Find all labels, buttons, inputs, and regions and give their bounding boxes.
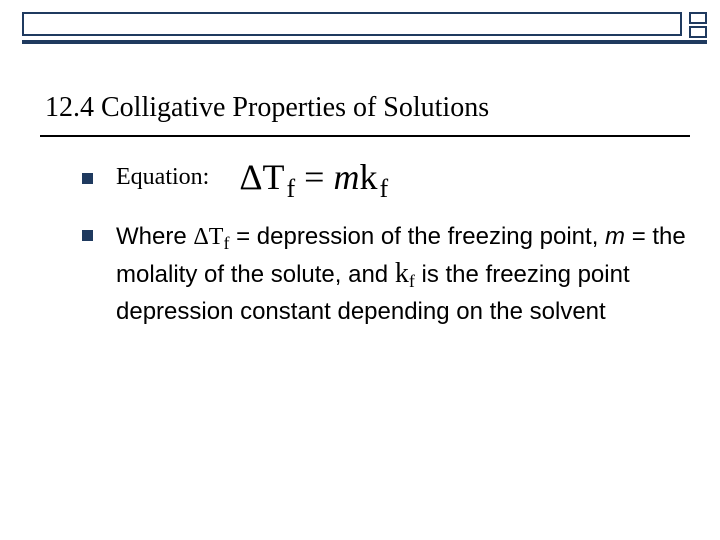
def-k-sub: f bbox=[408, 271, 415, 291]
bullet-item-definition bbox=[116, 219, 686, 330]
def-m: m bbox=[605, 223, 626, 250]
freezing-point-equation bbox=[239, 156, 389, 203]
slide-title: 12.4 Colligative Properties of Solutions bbox=[45, 92, 490, 123]
def-text-3: is the freezing point depression constant depending on the solvent bbox=[116, 261, 630, 325]
eq-m: m bbox=[333, 157, 360, 197]
eq-delta-t: ΔT bbox=[239, 157, 285, 197]
def-text-2: = the molality of the solute, and bbox=[116, 223, 686, 288]
header-square-bottom bbox=[689, 26, 707, 38]
def-k: k bbox=[394, 258, 409, 289]
bullet-square-icon bbox=[82, 230, 93, 241]
eq-delta-t-sub: f bbox=[286, 174, 296, 203]
header-decoration bbox=[22, 12, 707, 40]
def-text-1: = depression of the freezing point, bbox=[229, 223, 599, 250]
equation-label: Equation: bbox=[116, 163, 210, 190]
eq-k: k bbox=[359, 157, 378, 197]
header-square-top bbox=[689, 12, 707, 24]
bullet-square-icon bbox=[82, 173, 93, 184]
eq-equals: = bbox=[295, 157, 334, 197]
eq-k-sub: f bbox=[379, 174, 389, 203]
bullet-item-equation bbox=[116, 156, 389, 203]
def-delta-t-sub: f bbox=[223, 233, 230, 253]
def-delta-t: ΔT bbox=[193, 224, 224, 250]
header-bar-box bbox=[22, 12, 682, 36]
where-text: Where bbox=[116, 223, 194, 250]
title-underline bbox=[40, 135, 690, 137]
header-rule bbox=[22, 40, 707, 44]
